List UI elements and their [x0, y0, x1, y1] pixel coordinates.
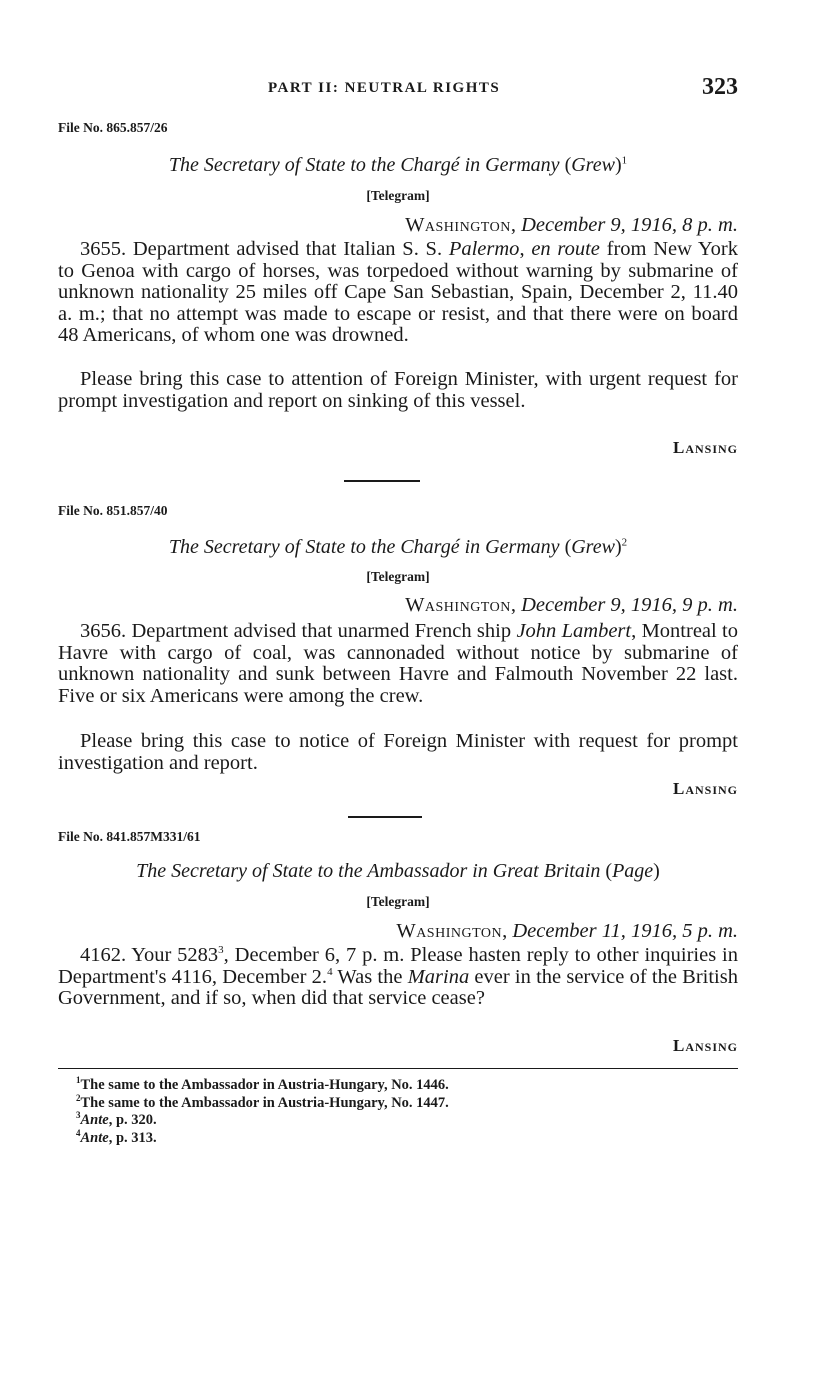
document-title: [58, 860, 738, 883]
file-number: File No. 851.857/40: [58, 503, 168, 518]
ship-name: John Lambert: [516, 620, 632, 642]
title-paren-close: ): [653, 860, 660, 882]
document-title: [58, 154, 738, 177]
footnote-text: The same to the Ambassador in Austria-Hungary, No. 1446.: [80, 1077, 449, 1093]
footnote-ref: 1: [621, 154, 628, 167]
section-divider: [344, 480, 420, 482]
footnote-text: , p. 313.: [108, 1129, 157, 1146]
footnote: [76, 1127, 449, 1148]
footnote: [76, 1112, 449, 1130]
footnotes: [76, 1077, 449, 1147]
footnote: [76, 1092, 449, 1113]
message-text: ,: [519, 238, 532, 260]
dateline: Washington, December 11, 1916, 5 p. m.: [396, 920, 738, 942]
title-text: The Secretary of State to the Ambassador in Great Britain: [136, 860, 601, 882]
message-paragraph: Please bring this case to attention of Foreign Minister, with urgent request for prompt investigation and report on sinking of this vessel.: [58, 368, 738, 412]
ship-name: Marina: [407, 965, 470, 988]
footnote-text: , p. 320.: [108, 1112, 157, 1128]
message-text: , December 6, 7 p. m. Please hasten reply to other inquiries in Department's 4116, December 2.: [58, 944, 738, 988]
footnote-mark: 3: [76, 1110, 81, 1121]
footnote: [76, 1077, 449, 1095]
dateline-place: Washington: [405, 214, 511, 236]
message-paragraph: [58, 621, 738, 707]
telegram-label: [Telegram]: [366, 894, 430, 909]
running-head: [58, 74, 738, 102]
dateline-date: December 11, 1916, 5 p. m.: [512, 920, 738, 942]
file-number: File No. 841.857M331/61: [58, 829, 201, 844]
footnote-italic: Ante: [80, 1112, 109, 1128]
footnote-rule: [58, 1068, 738, 1069]
en-route: en route: [531, 238, 600, 260]
dateline-date: December 9, 1916, 9 p. m.: [521, 594, 738, 616]
signature: Lansing: [672, 779, 738, 798]
footnote-mark: 2: [76, 1092, 81, 1103]
message-text: ever in the service of the British Government, and if so, when did that service cease?: [58, 965, 738, 1009]
dateline-place: Washington: [405, 594, 511, 616]
message-paragraph: [58, 945, 738, 1010]
message-text: Department advised that Italian S. S.: [126, 238, 449, 260]
telegram-label: [Telegram]: [366, 188, 430, 203]
message-text: Department advised that unarmed French ship: [126, 620, 517, 642]
footnote-text: The same to the Ambassador in Austria-Hungary, No. 1447.: [80, 1094, 449, 1111]
telegram-label: [Telegram]: [366, 569, 430, 584]
title-paren-close: ): [614, 154, 622, 176]
message-number: 4162.: [80, 944, 127, 966]
title-person: Grew: [571, 154, 615, 176]
dateline: Washington, December 9, 1916, 8 p. m.: [405, 214, 738, 236]
ship-name: Palermo: [448, 238, 520, 260]
signature: Lansing: [672, 438, 738, 457]
title-person: Page: [612, 860, 654, 882]
signature: Lansing: [672, 1036, 738, 1055]
message-paragraph: Please bring this case to notice of Foreign Minister with request for prompt investigation and report.: [58, 730, 738, 774]
title-paren-close: ): [614, 536, 622, 558]
footnote-mark: 1: [76, 1075, 81, 1086]
page-number: 323: [702, 74, 738, 100]
title-paren-open: (: [564, 536, 572, 558]
footnote-ref: 4: [327, 965, 333, 978]
running-title: PART II: NEUTRAL RIGHTS: [268, 80, 501, 96]
message-text: Your 5283: [126, 944, 219, 966]
section-divider: [348, 816, 422, 818]
file-number: File No. 865.857/26: [58, 120, 168, 135]
message-number: 3655.: [80, 238, 127, 260]
document-title: [58, 536, 738, 559]
footnote-mark: 4: [76, 1127, 81, 1138]
message-paragraph: [58, 239, 738, 347]
footnote-ref: 2: [621, 536, 628, 549]
dateline-date: December 9, 1916, 8 p. m.: [521, 214, 738, 236]
title-person: Grew: [571, 536, 615, 558]
message-number: 3656.: [80, 620, 127, 642]
title-text: The Secretary of State to the Chargé in Germany: [168, 154, 560, 176]
message-text: , Montreal to Havre with cargo of coal, was cannonaded without notice by submarine of unknown nationality and sunk between Havre and Falmouth November 22 last. Five or six Americans were among the crew.: [58, 620, 738, 707]
title-text: The Secretary of State to the Chargé in Germany: [168, 536, 560, 558]
footnote-ref: 3: [218, 944, 224, 957]
dateline-place: Washington: [396, 920, 503, 942]
title-paren-open: (: [564, 154, 572, 176]
message-text: from New York to Genoa with cargo of horses, was torpedoed without warning by submarine of unknown nationality 25 miles off Cape San Sebastian, Spain, December 2, 11.40 a. m.; that no attempt was made to escape or resist, and that there were on board 48 Americans, of whom one was drowned.: [58, 238, 739, 346]
footnote-italic: Ante: [80, 1129, 109, 1146]
title-paren-open: (: [605, 860, 613, 882]
dateline: Washington, December 9, 1916, 9 p. m.: [405, 594, 738, 616]
message-text: Was the: [332, 965, 408, 988]
